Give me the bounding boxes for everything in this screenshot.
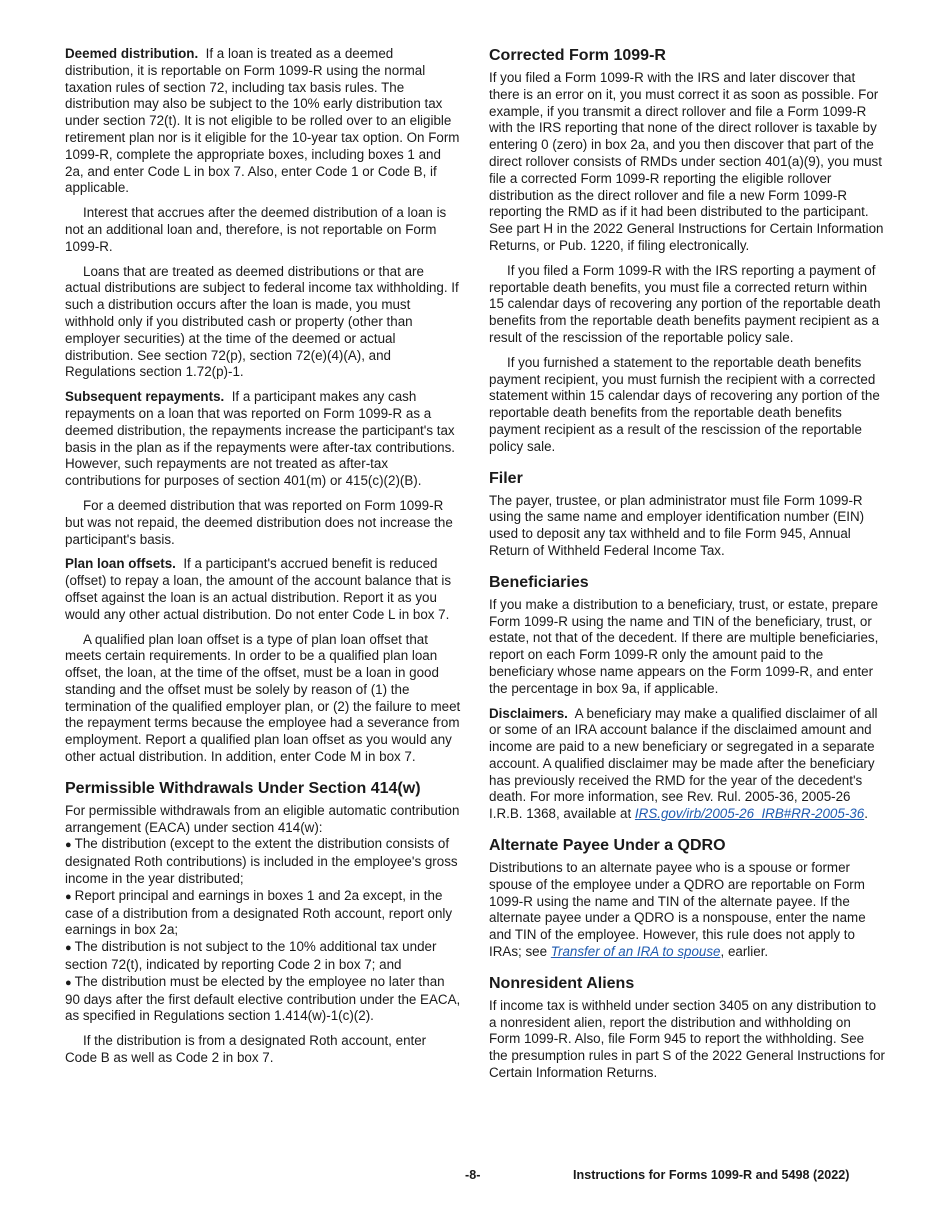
left-column [65,46,461,1075]
subsequent-repayments-text: If a participant makes any cash repayments on a loan that was reported on Form 1099-R as a deemed distribution, the repayments increase the participant's tax basis in the plan as if the repayments were after-tax contributions. However, such repayments are not treated as after-tax contributions for purposes of section 401(m) or 415(c)(2)(B). [65,389,456,489]
qdro-paragraph: Distributions to an alternate payee who is a spouse or former spouse of the employee under a QDRO are reportable on Form 1099-R using the name and TIN of the alternate payee. If the alternate payee under a QDRO is a nonspouse, enter the name and TIN of the employee. However, this rule does not apply to IRAs; see Transfer of an IRA to spouse, earlier. [489,860,866,960]
withholding-paragraph: Loans that are treated as deemed distributions or that are actual distributions are subject to federal income tax withholding. If such a distribution occurs after the loan is made, you must withhold only if you distributed cash or property (other than employer securities) at the time of the deemed or actual distribution. See section 72(p), section 72(e)(4)(A), and Regulations section 1.72(p)-1. [65,263,459,380]
corrected-form-heading: Corrected Form 1099-R [489,47,666,64]
nonresident-aliens-paragraph: If income tax is withheld under section 3405 on any distribution to a nonresident alien, report the distribution and withholding on Form 1099-R. Also, file Form 945 to report the withholding. See the presumption rules in part S of the 2022 General Instructions for Certain Information Returns. [489,997,885,1081]
qdro-heading: Alternate Payee Under a QDRO [489,837,726,855]
bullet-icon: ● [65,839,72,852]
deemed-distribution-paragraph [65,46,461,197]
subsequent-repayments-paragraph [65,389,461,490]
corrected-paragraph-2: If you filed a Form 1099-R with the IRS reporting a payment of reportable death benefits, you must file a corrected return within 15 calendar days of recovering any portion of the reportable death benefits from the reportable death benefits payment recipient as a result of the rescission of the reportable policy sale. [489,262,881,345]
corrected-paragraph-3: If you furnished a statement to the reportable death benefits payment recipient, you must furnish the recipient with a corrected statement within 15 calendar days of recovering any portion of the reportable death benefits from the reportable death benefits payment recipient as a result of the rescission of the reportable policy sale. [489,354,880,454]
qualified-offset-paragraph: A qualified plan loan offset is a type of plan loan offset that meets certain requirements. In order to be a qualified plan loan offset, the loan, at the time of the offset, must be a loan in good standing and the offset must be solely by reason of (1) the termination of the qualified employer plan, or (2) the failure to meet the repayment terms because the employee had a severance from employment. Report a qualified plan loan offset as you would any other actual distribution. In addition, enter Code M in box 7. [65,631,461,765]
page-footer [0,1168,950,1186]
page-number: -8- [465,1168,481,1182]
filer-paragraph: The payer, trustee, or plan administrator must file Form 1099-R using the same name and employer identification number (EIN) used to deposit any tax withheld and to file Form 945, Annual Return of Withheld Federal Income Tax. [489,492,865,558]
document-title: Instructions for Forms 1099-R and 5498 (2022) [573,1168,850,1182]
right-column [489,46,885,1090]
list-item: ● The distribution (except to the extent the distribution consists of designated Roth contributions) is included in the employee's gross income in the year distributed; [65,836,458,887]
disclaimers-text: A beneficiary may make a qualified disclaimer of all or some of an IRA account balance if the disclaimed amount and income are paid to a new beneficiary or segregated in a separate account. A qualified disclaimer may be made after the beneficiary has previously received the RMD for the year of the decedent's death. For more information, see Rev. Rul. 2005-36, 2005-26 I.R.B. 1368, available at [489,705,878,822]
list-item: ● Report principal and earnings in boxes 1 and 2a except, in the case of a distribution from a designated Roth account, report only earnings in box 2a; [65,887,453,938]
filer-heading: Filer [489,469,523,487]
list-item: ● The distribution must be elected by the employee no later than 90 days after the first default elective contribution under the EACA, as specified in Regulations section 1.414(w)-1(c)(2). [65,973,461,1024]
deemed-distribution-text: If a loan is treated as a deemed distribution, it is reportable on Form 1099-R using the normal taxation rules of section 72, including tax basis rules. The distribution may also be subject to the 10% early distribution tax under section 72(t). It is not eligible to be rolled over to an eligible retirement plan nor is it eligible for the 10-year tax option. On Form 1099-R, complete the appropriate boxes, including boxes 1 and 2a, and enter Code L in box 7. Also, enter Code 1 or Code B, if applicable. [65,46,460,196]
plan-loan-offsets-text: If a participant's accrued benefit is reduced (offset) to repay a loan, the amount of the account balance that is offset against the loan is an actual distribution. Report it as you would any other actual distribution. Do not enter Code L in box 7. [65,556,452,622]
nonresident-aliens-heading: Nonresident Aliens [489,974,635,992]
bullet-icon: ● [65,890,72,903]
plan-loan-offsets-heading: Plan loan offsets. [65,556,176,572]
beneficiaries-paragraph: If you make a distribution to a beneficiary, trust, or estate, prepare Form 1099-R using the name and TIN of the beneficiary, trust, or estate, not that of the decedent. If there are multiple beneficiaries, report on each Form 1099-R only the amount paid to the beneficiary whose name appears on the Form 1099-R, and enter the percentage in box 9a, if applicable. [489,596,879,696]
interest-paragraph: Interest that accrues after the deemed distribution of a loan is not an additional loan and, therefore, is not reportable on Form 1099-R. [65,205,447,254]
plan-loan-offsets-paragraph [65,556,461,623]
bullet-icon: ● [65,942,72,955]
irs-irb-link[interactable]: IRS.gov/irb/2005-26_IRB#RR-2005-36 [634,806,865,822]
subsequent-repayments-heading: Subsequent repayments. [65,389,225,405]
disclaimers-heading: Disclaimers. [489,705,568,721]
roth-note-paragraph: If the distribution is from a designated Roth account, enter Code B as well as Code 2 in box 7. [65,1033,427,1066]
section-414w-intro: For permissible withdrawals from an eligible automatic contribution arrangement (EACA) under section 414(w): [65,802,460,835]
not-repaid-paragraph: For a deemed distribution that was reported on Form 1099-R but was not repaid, the deemed distribution does not increase the participant's basis. [65,497,453,547]
bullet-icon: ● [65,976,72,989]
qdro-text: Distributions to an alternate payee who is a spouse or former spouse of the employee under a QDRO are reportable on Form 1099-R using the name and TIN of the alternate payee. If the alternate payee under a QDRO is a nonspouse, enter the name and TIN of the employee. However, this rule does not apply to IRAs; see [489,860,866,960]
beneficiaries-heading: Beneficiaries [489,573,589,591]
disclaimers-paragraph: Disclaimers. A beneficiary may make a qualified disclaimer of all or some of an IRA account balance if the disclaimed amount and income are paid to a new beneficiary or segregated in a separate account. A qualified disclaimer may be made after the beneficiary has previously received the RMD for the year of the decedent's death. For more information, see Rev. Rul. 2005-36, 2005-26 I.R.B. 1368, available at IRS.gov/irb/2005-26_IRB#RR-2005-36. [489,705,878,822]
transfer-ira-link[interactable]: Transfer of an IRA to spouse [550,944,721,960]
list-item: ● The distribution is not subject to the 10% additional tax under section 72(t), indicated by reporting Code 2 in box 7; and [65,939,437,973]
deemed-distribution-heading: Deemed distribution. [65,46,199,61]
section-414w-heading: Permissible Withdrawals Under Section 414(w) [65,779,421,797]
corrected-paragraph-1: If you filed a Form 1099-R with the IRS and later discover that there is an error on it, you must correct it as soon as possible. For example, if you transmit a direct rollover and file a Form 1099-R with the IRS reporting that none of the direct rollover is taxable by entering 0 (zero) in box 2a, and you then discover that part of the direct rollover consists of RMDs under section 401(a)(9), you must file a corrected Form 1099-R reporting the eligible rollover distribution as the direct rollover and file a new Form 1099-R reporting the RMD as if it had been distributed to the participant. See part H in the 2022 General Instructions for Certain Information Returns, or Pub. 1220, if filing electronically. [489,70,884,253]
